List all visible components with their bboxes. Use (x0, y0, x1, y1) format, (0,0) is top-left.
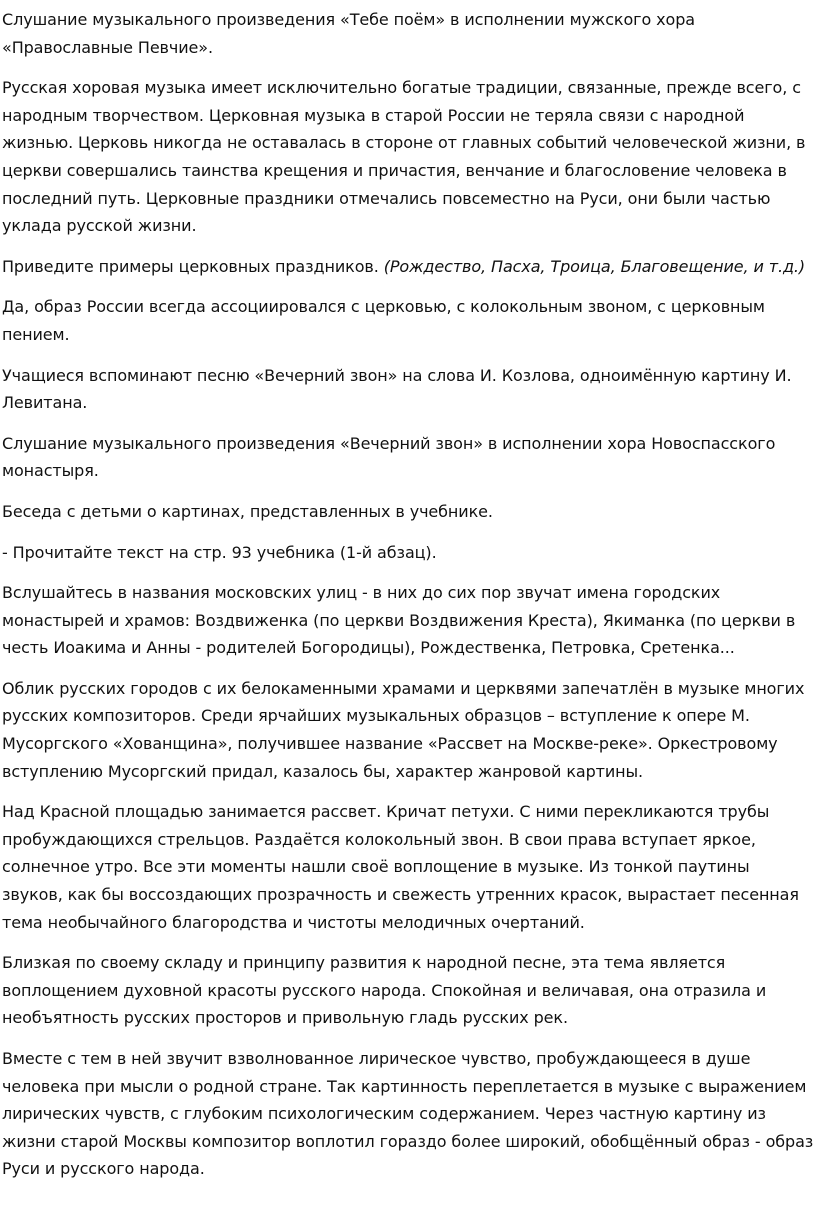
paragraph-vecherniy-zvon-song (2, 362, 814, 417)
paragraph-listening-vecherniy-zvon (2, 430, 814, 485)
paragraph-italic-answer: (Рождество, Пасха, Троица, Благовещение, и т.д.) (383, 256, 806, 276)
paragraph-church-holidays-question (2, 253, 814, 281)
paragraph-text: Над Красной площадью занимается рассвет. Кричат петухи. С ними перекликаются трубы пробуждающихся стрельцов. Раздаётся колокольный звон. В свои права вступает яркое, солнечное утро. Все эти моменты нашли своё воплощение в музыке. Из тонкой паутины звуков, как бы воссоздающих прозрачность и свежесть утренних красок, вырастает песенная тема необычайного благородства и чистоты мелодичных очертаний. (2, 802, 799, 932)
paragraph-text: Русская хоровая музыка имеет исключительно богатые традиции, связанные, прежде всего, с народным творчеством. Церковная музыка в старой России не теряла связи с народной жизнью. Церковь никогда не оставалась в стороне от главных событий человеческой жизни, в церкви совершались таинства крещения и причастия, венчание и благословение человека в последний путь. Церковные праздники отмечались повсеместно на Руси, они были частью уклада русской жизни. (2, 78, 806, 236)
paragraph-russia-image (2, 293, 814, 348)
paragraph-text: Близкая по своему складу и принципу развития к народной песне, эта тема является воплощением духовной красоты русского народа. Спокойная и величавая, она отразила и необъятность русских просторов и привольную гладь русских рек. (2, 953, 767, 1028)
paragraph-russian-cities (2, 675, 814, 785)
paragraph-listening-tebe-poyom (2, 6, 814, 61)
paragraph-text: Беседа с детьми о картинах, представленных в учебнике. (2, 501, 493, 521)
paragraph-folk-song-theme (2, 949, 814, 1032)
paragraph-choral-traditions (2, 74, 814, 240)
paragraph-moscow-streets (2, 579, 814, 662)
paragraph-text: Да, образ России всегда ассоциировался с церковью, с колокольным звоном, с церковным пением. (2, 297, 765, 344)
paragraph-text: Учащиеся вспоминают песню «Вечерний звон» на слова И. Козлова, одноимённую картину И. Левитана. (2, 365, 792, 413)
paragraph-red-square-dawn (2, 798, 814, 936)
paragraph-text: Слушание музыкального произведения «Вечерний звон» в исполнении хора Новоспасского монастыря. (2, 433, 776, 481)
paragraph-text: - Прочитайте текст на стр. 93 учебника (1-й абзац). (2, 542, 437, 562)
paragraph-text: Слушание музыкального произведения «Тебе поём» в исполнении мужского хора «Православные Певчие». (2, 10, 695, 57)
paragraph-text: Облик русских городов с их белокаменными храмами и церквями запечатлён в музыке многих русских композиторов. Среди ярчайших музыкальных образцов – вступление к опере М. Мусоргского «Хованщина», получившее название «Рассвет на Москве-реке». Оркестровому вступлению Мусоргский придал, казалось бы, характер жанровой картины. (2, 678, 805, 781)
paragraph-text: Вместе с тем в ней звучит взволнованное лирическое чувство, пробуждающееся в душе человека при мысли о родной стране. Так картинность переплетается в музыке с выражением лирических чувств, с глубоким психологическим содержанием. Через частную картину из жизни старой Москвы композитор воплотил гораздо более широкий, обобщённый образ - образ Руси и русского народа. (2, 1049, 814, 1179)
paragraph-text: Приведите примеры церковных праздников. (2, 256, 384, 276)
paragraph-paintings-talk (2, 498, 814, 526)
paragraph-lyrical-feeling (2, 1045, 814, 1183)
paragraph-text: Вслушайтесь в названия московских улиц - в них до сих пор звучат имена городских монастырей и храмов: Воздвиженка (по церкви Воздвижения Креста), Якиманка (по церкви в честь Иоакима и Анны - родителей Богородицы), Рождественка, Петровка, Сретенка... (2, 583, 796, 658)
paragraph-read-textbook (2, 539, 814, 567)
